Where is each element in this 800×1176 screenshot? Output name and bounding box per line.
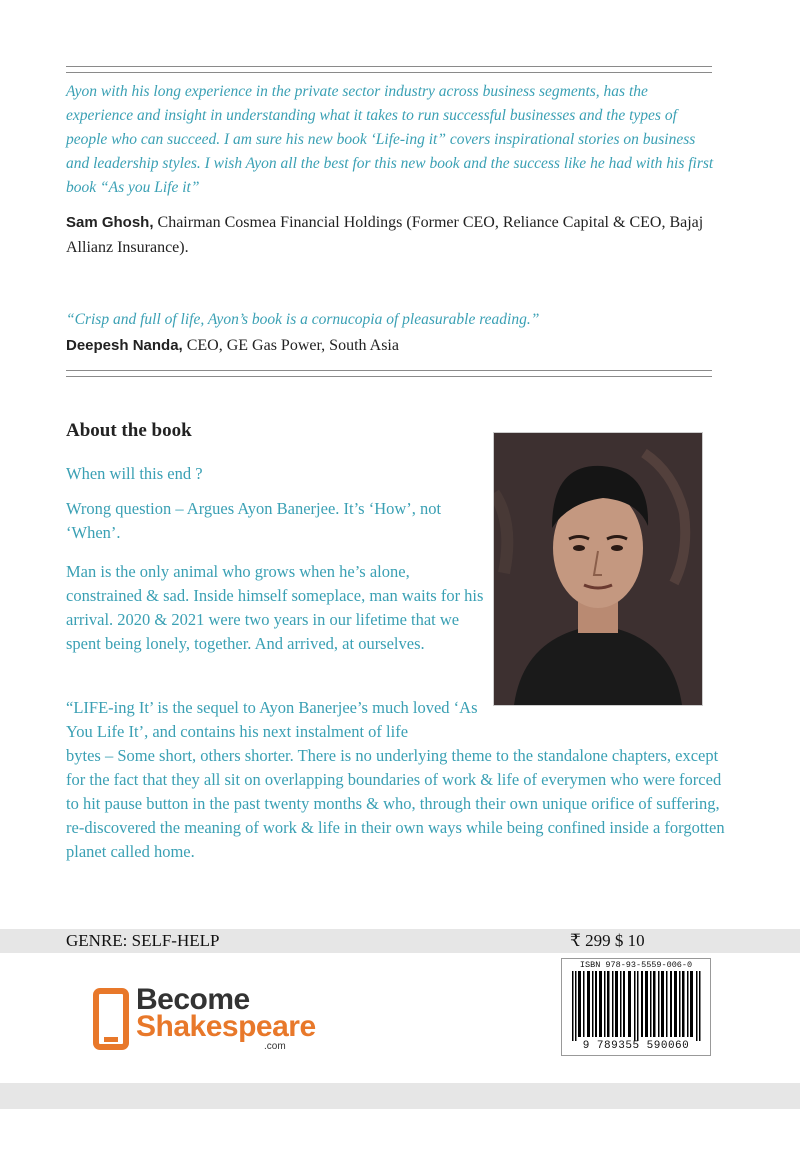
endorser-name-2: Deepesh Nanda, (66, 337, 183, 354)
top-divider (66, 66, 712, 73)
about-paragraph-3: Man is the only animal who grows when he’s alone, constrained & sad. Inside himself someplace, man waits for his arrival. 2020 & 2021 were two years in our lifetime that we spent being lonely, together. And arrived, at ourselves. (66, 562, 484, 653)
price-label: ₹ 299 $ 10 (570, 931, 645, 950)
isbn-label: ISBN 978-93-5559-006-0 (579, 960, 693, 970)
publisher-domain: .com (264, 1041, 286, 1052)
barcode-number: 9 789355 590060 (582, 1040, 690, 1052)
author-photo (493, 432, 703, 706)
endorsement-quote-1: Ayon with his long experience in the private sector industry across business segments, has the experience and insight in understanding what it takes to run successful businesses and the types of people who can succeed. I am sure his new book ‘Life-ing it” covers inspirational stories on business and leadership styles. I wish Ayon all the best for this new book and the success like he had with his first book “As you Life it” (66, 83, 714, 196)
endorsement-attribution-2 (66, 333, 716, 358)
genre-label: GENRE: SELF-HELP (66, 931, 220, 950)
barcode-bars (562, 971, 710, 1043)
about-paragraph-4-cont: bytes – Some short, others shorter. There is no underlying theme to the standalone chapters, except for the fact that they all sit on overlapping boundaries of work & life of everymen who were forced to hit pause button in the past twenty months & who, through their own unique orifice of suffering, re-discovered the meaning of work & life in their own ways while being confined inside a forgotten planet called home. (66, 746, 725, 861)
endorser-name-1: Sam Ghosh, (66, 214, 154, 231)
about-paragraph-4-start: “LIFE-ing It’ is the sequel to Ayon Banerjee’s much loved ‘As You Life It’, and contains his next instalment of life (66, 698, 478, 741)
endorser-title-2: CEO, GE Gas Power, South Asia (182, 337, 399, 354)
publisher-name-line2: Shakespeare (136, 1010, 316, 1043)
publisher-name-line1: Become (136, 983, 250, 1016)
about-paragraph-1: When will this end ? (66, 464, 203, 483)
barcode (561, 958, 711, 1056)
publisher-logo (92, 983, 352, 1053)
endorsement-quote-2: “Crisp and full of life, Ayon’s book is a cornucopia of pleasurable reading.” (66, 311, 540, 328)
about-heading: About the book (66, 420, 192, 441)
author-portrait-illustration (494, 433, 702, 705)
endorsement-attribution-1 (66, 210, 716, 260)
about-paragraph-2: Wrong question – Argues Ayon Banerjee. It’s ‘How’, not ‘When’. (66, 499, 442, 542)
middle-divider (66, 370, 712, 377)
book-icon (92, 987, 132, 1051)
bottom-band (0, 1083, 800, 1109)
endorser-title-1: Chairman Cosmea Financial Holdings (Former CEO, Reliance Capital & CEO, Bajaj Allianz Insurance). (66, 214, 704, 256)
